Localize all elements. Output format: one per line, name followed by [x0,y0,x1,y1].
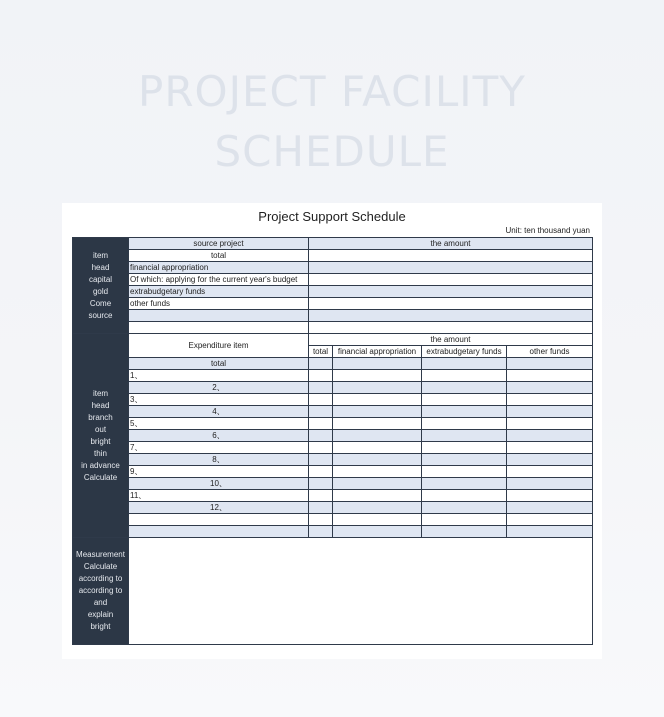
expenditure-amount-cell[interactable] [309,394,333,406]
expenditure-amount-cell[interactable] [333,466,422,478]
source-amount-cell[interactable] [309,274,593,286]
expenditure-amount-cell[interactable] [333,370,422,382]
expenditure-amount-cell[interactable] [422,454,507,466]
source-row [73,274,593,286]
expenditure-amount-cell[interactable] [507,490,593,502]
side-label-line: and [93,598,108,607]
expenditure-amount-cell[interactable] [333,490,422,502]
expenditure-amount-cell[interactable] [309,370,333,382]
side-label-line: bright [90,436,111,446]
source-row [73,250,593,262]
expenditure-row [73,442,593,454]
source-amount-header: the amount [309,238,593,250]
expenditure-row [73,466,593,478]
expenditure-amount-cell[interactable] [333,418,422,430]
expenditure-item-cell[interactable]: total [129,358,309,370]
side-label-line: Measurement [76,550,125,559]
table-body [73,238,593,645]
expenditure-item-cell[interactable] [129,514,309,526]
expenditure-amount-cell[interactable] [507,394,593,406]
expenditure-amount-cell[interactable] [309,454,333,466]
expenditure-amount-cell[interactable] [309,418,333,430]
expenditure-amount-cell[interactable] [422,526,507,538]
expenditure-amount-cell[interactable] [507,454,593,466]
source-header-row [73,238,593,250]
side-label-line: Come [89,298,112,308]
expenditure-amount-cell[interactable] [422,382,507,394]
expenditure-row [73,406,593,418]
expenditure-column-header: total [309,346,333,358]
expenditure-amount-cell[interactable] [507,370,593,382]
expenditure-amount-cell[interactable] [507,382,593,394]
expenditure-amount-cell[interactable] [333,454,422,466]
expenditure-amount-cell[interactable] [422,394,507,406]
expenditure-column-header: extrabudgetary funds [422,346,507,358]
expenditure-row [73,490,593,502]
expenditure-amount-cell[interactable] [507,406,593,418]
source-amount-cell[interactable] [309,310,593,322]
expenditure-amount-cell[interactable] [422,406,507,418]
source-row [73,286,593,298]
expenditure-amount-cell[interactable] [507,466,593,478]
expenditure-amount-cell[interactable] [422,490,507,502]
side-label-line: according to [78,586,123,595]
measurement-row [73,538,593,645]
sheet-title: Project Support Schedule [258,209,406,224]
expenditure-row [73,358,593,370]
expenditure-item-cell[interactable]: 5、 [129,418,309,430]
side-label-line: head [91,262,110,272]
expenditure-amount-cell[interactable] [309,442,333,454]
source-item-cell[interactable] [129,310,309,322]
expenditure-amount-cell[interactable] [333,502,422,514]
expenditure-item-cell[interactable]: 10、 [129,478,309,490]
expenditure-amount-cell[interactable] [422,478,507,490]
source-row [73,310,593,322]
expenditure-amount-cell[interactable] [507,526,593,538]
side-label-line: thin [94,448,107,458]
expenditure-row [73,394,593,406]
expenditure-column-header: financial appropriation [333,346,422,358]
expenditure-amount-cell[interactable] [309,478,333,490]
side-label-line: source [88,310,113,320]
source-item-cell[interactable] [129,322,309,334]
expenditure-amount-cell[interactable] [333,442,422,454]
expenditure-amount-cell[interactable] [422,430,507,442]
expenditure-item-cell[interactable]: 12、 [129,502,309,514]
expenditure-amount-cell[interactable] [333,406,422,418]
expenditure-item-cell[interactable] [129,526,309,538]
expenditure-amount-cell[interactable] [422,514,507,526]
expenditure-amount-cell[interactable] [309,466,333,478]
expenditure-amount-cell[interactable] [422,418,507,430]
measurement-basis-label [73,538,129,645]
expenditure-amount-cell[interactable] [309,502,333,514]
expenditure-amount-cell[interactable] [333,478,422,490]
side-label-line: out [94,424,107,434]
expenditure-item-cell[interactable]: 6、 [129,430,309,442]
expenditure-row [73,454,593,466]
side-label-line: head [91,400,110,410]
side-label-line: branch [88,412,113,422]
expenditure-amount-cell[interactable] [333,358,422,370]
expenditure-item-cell[interactable]: 11、 [129,490,309,502]
banner-line-2: SCHEDULE [214,127,450,176]
expenditure-amount-cell[interactable] [333,382,422,394]
expenditure-amount-cell[interactable] [507,418,593,430]
expenditure-row [73,370,593,382]
source-item-cell[interactable]: other funds [129,298,309,310]
expenditure-budget-label [73,334,129,538]
expenditure-amount-cell[interactable] [422,358,507,370]
side-label-line: Calculate [83,472,118,482]
expenditure-column-header: other funds [507,346,593,358]
expenditure-item-cell[interactable]: 8、 [129,454,309,466]
source-project-header: source project [129,238,309,250]
spreadsheet-sheet [62,203,602,659]
expenditure-amount-cell[interactable] [507,478,593,490]
side-label-line: Calculate [83,562,118,571]
source-amount-cell[interactable] [309,250,593,262]
source-item-cell[interactable]: extrabudgetary funds [129,286,309,298]
expenditure-amount-cell[interactable] [309,514,333,526]
expenditure-amount-cell[interactable] [507,502,593,514]
expenditure-amount-cell[interactable] [309,430,333,442]
expenditure-row [73,502,593,514]
unit-label: Unit: ten thousand yuan [505,226,590,235]
expenditure-amount-cell[interactable] [422,502,507,514]
expenditure-row [73,430,593,442]
side-label-line: bright [90,622,111,631]
support-schedule-table [72,237,593,645]
expenditure-amount-cell[interactable] [422,442,507,454]
expenditure-amount-header: the amount [309,334,593,346]
side-label-line: explain [87,610,114,619]
expenditure-item-cell[interactable]: 4、 [129,406,309,418]
funding-source-label [73,238,129,334]
side-label-line: item [92,388,109,398]
side-label-line: capital [88,274,113,284]
expenditure-item-cell[interactable]: 9、 [129,466,309,478]
expenditure-amount-cell[interactable] [333,430,422,442]
expenditure-item-cell[interactable]: 7、 [129,442,309,454]
expenditure-amount-cell[interactable] [507,358,593,370]
source-amount-cell[interactable] [309,262,593,274]
banner-line-1: PROJECT FACILITY [138,67,526,116]
expenditure-amount-cell[interactable] [333,526,422,538]
expenditure-header-row-1 [73,334,593,346]
expenditure-amount-cell[interactable] [309,358,333,370]
expenditure-amount-cell[interactable] [333,394,422,406]
expenditure-amount-cell[interactable] [422,370,507,382]
side-label-line: item [92,250,109,260]
source-amount-cell[interactable] [309,298,593,310]
source-item-cell[interactable]: Of which: applying for the current year's budget [129,274,309,286]
measurement-basis-cell[interactable] [129,538,593,645]
side-label-line: gold [92,286,109,296]
expenditure-amount-cell[interactable] [507,514,593,526]
side-label-line: according to [78,574,123,583]
side-label-line: in advance [81,460,120,470]
source-item-cell[interactable]: total [129,250,309,262]
source-row [73,298,593,310]
source-item-cell[interactable]: financial appropriation [129,262,309,274]
expenditure-amount-cell[interactable] [333,514,422,526]
page-banner [0,62,664,182]
expenditure-row [73,514,593,526]
expenditure-amount-cell[interactable] [309,526,333,538]
expenditure-item-cell[interactable]: 1、 [129,370,309,382]
expenditure-row [73,382,593,394]
source-row [73,262,593,274]
expenditure-item-header: Expenditure item [129,334,309,358]
source-amount-cell[interactable] [309,322,593,334]
source-amount-cell[interactable] [309,286,593,298]
expenditure-item-cell[interactable]: 3、 [129,394,309,406]
expenditure-amount-cell[interactable] [309,490,333,502]
expenditure-row [73,418,593,430]
expenditure-amount-cell[interactable] [507,442,593,454]
expenditure-row [73,478,593,490]
expenditure-item-cell[interactable]: 2、 [129,382,309,394]
expenditure-amount-cell[interactable] [422,466,507,478]
expenditure-row [73,526,593,538]
expenditure-amount-cell[interactable] [309,382,333,394]
source-row [73,322,593,334]
expenditure-amount-cell[interactable] [309,406,333,418]
expenditure-amount-cell[interactable] [507,430,593,442]
